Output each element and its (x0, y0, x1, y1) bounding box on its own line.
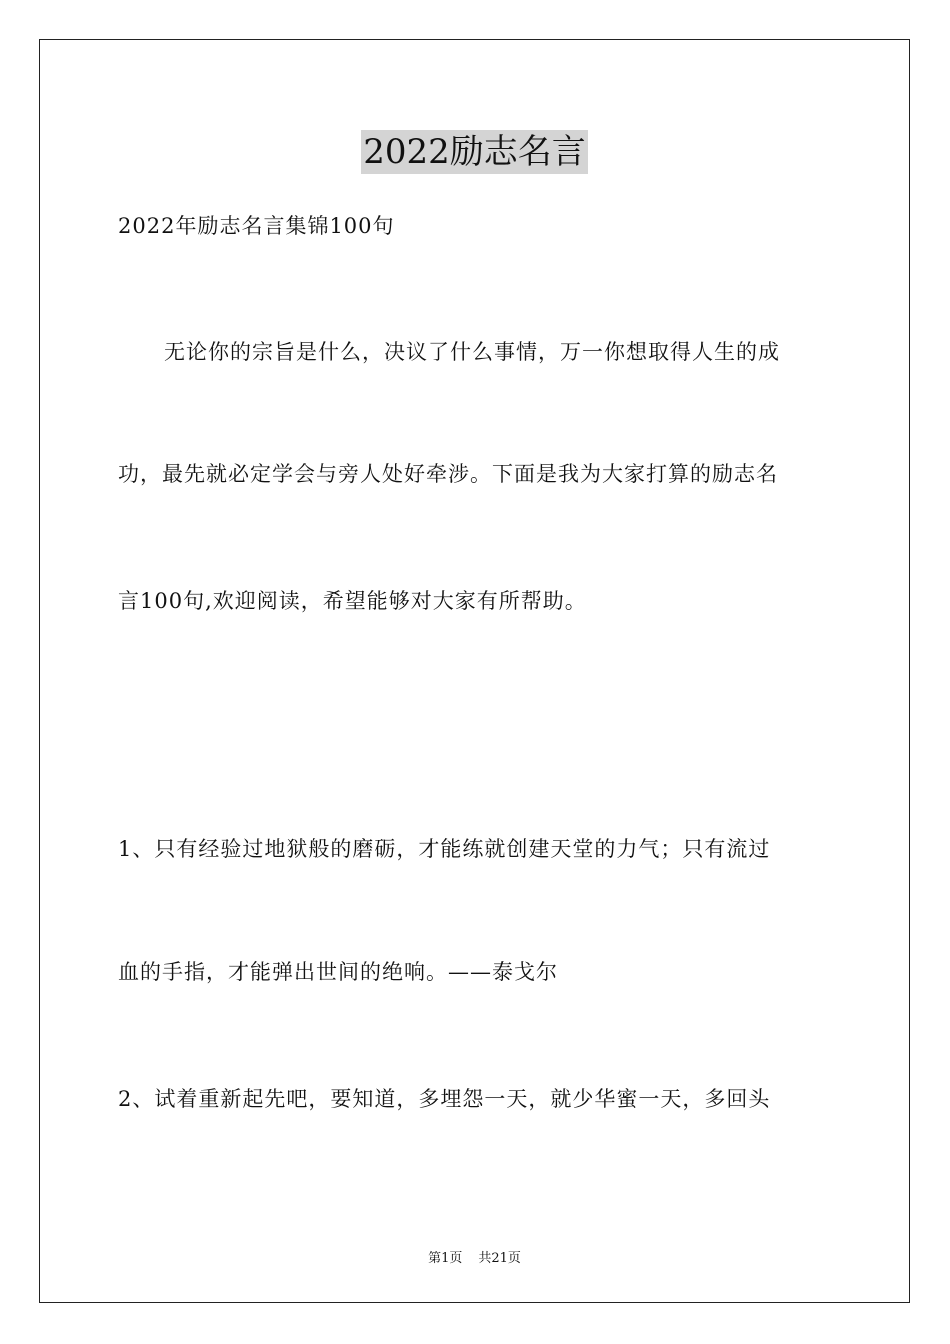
quote-line-2: 血的手指，才能弹出世间的绝响。——泰戈尔 (118, 960, 558, 984)
quote-line-3: 2、试着重新起先吧，要知道，多埋怨一天，就少华蜜一天，多回头 (118, 1087, 771, 1111)
paragraph-line-1: 无论你的宗旨是什么，决议了什么事情，万一你想取得人生的成 (164, 340, 780, 364)
page-number: 第1页 (428, 1251, 463, 1266)
title-container (40, 130, 909, 174)
quote-line-1: 1、只有经验过地狱般的磨砺，才能练就创建天堂的力气；只有流过 (118, 837, 771, 861)
page-title: 2022励志名言 (363, 132, 586, 172)
paragraph-line-3: 言100句,欢迎阅读，希望能够对大家有所帮助。 (118, 589, 587, 613)
paragraph-line-2: 功，最先就必定学会与旁人处好牵涉。下面是我为大家打算的励志名 (118, 462, 778, 486)
document-page (39, 39, 910, 1303)
page-total: 共21页 (478, 1251, 521, 1266)
document-subtitle: 2022年励志名言集锦100句 (118, 214, 395, 238)
page-footer (40, 1250, 909, 1268)
